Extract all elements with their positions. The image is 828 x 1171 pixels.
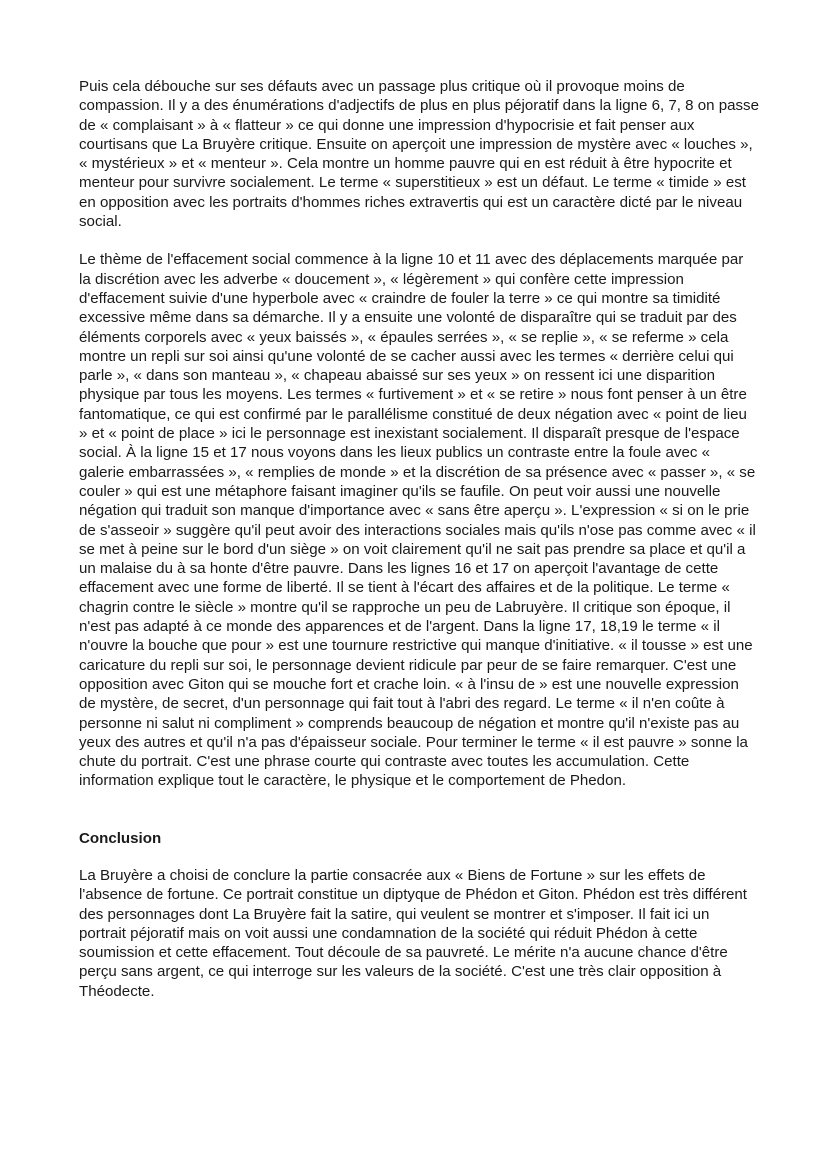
- paragraph-social-effacement: Le thème de l'effacement social commence à la ligne 10 et 11 avec des déplacements marquée par la discrétion avec les adverbe « doucement », « légèrement » qui confère cette impression d'effacement suivie d'une hyperbole avec « craindre de fouler la terre » ce qui montre sa timidité excessive même dans sa démarche. Il y a ensuite une volonté de disparaître qui se traduit par des éléments corporels avec « yeux baissés », « épaules serrées », « se replie », « se referme » cela montre un repli sur soi ainsi qu'une volonté de se cacher aussi avec les termes « derrière celui qui parle », « dans son manteau », « chapeau abaissé sur ses yeux » on ressent ici une disparition physique par tous les moyens. Les termes « furtivement » et « se retire » nous font penser à un être fantomatique, ce qui est confirmé par le parallélisme constitué de deux négation avec « point de lieu » et « point de place » ici le personnage est inexistant socialement. Il disparaît presque de l'espace social. À la ligne 15 et 17 nous voyons dans les lieux publics un contraste entre la foule avec « galerie embarrassées », « remplies de monde » et la discrétion de sa présence avec « passer », « se couler » qui est une métaphore faisant imaginer qu'ils se faufile. On peut voir aussi une nouvelle négation qui traduit son manque d'importance avec « sans être aperçu ». L'expression « si on le prie de s'asseoir » suggère qu'il peut avoir des interactions sociales mais qu'ils n'ose pas comme avec « il se met à peine sur le bord d'un siège » on voit clairement qu'il ne sait pas prendre sa place et qu'il a un malaise du à sa honte d'être pauvre. Dans les lignes 16 et 17 on aperçoit l'avantage de cette effacement avec une forme de liberté. Il se tient à l'écart des affaires et de la politique. Le terme « chagrin contre le siècle » montre qu'il se rapproche un peu de Labruyère. Il critique son époque, il n'est pas adapté à ce monde des apparences et de l'argent. Dans la ligne 17, 18,19 le terme « il n'ouvre la bouche que pour » est une tournure restrictive qui manque d'initiative. « il tousse » est une caricature du repli sur soi, le personnage devient ridicule par peur de se faire remarquer. C'est une opposition avec Giton qui se mouche fort et crache loin. « à l'insu de » est une nouvelle expression de mystère, de secret, d'un personnage qui fait tout à l'abri des regard. Le terme « il n'en coûte à personne ni salut ni compliment » comprends beaucoup de négation et montre qu'il n'existe pas au yeux des autres et qu'il n'a pas d'épaisseur sociale. Pour terminer le terme « il est pauvre » sonne la chute du portrait. C'est une phrase courte qui contraste avec toutes les accumulation. Cette information explique tout le caractère, le physique et le comportement de Phedon.: [79, 251, 756, 790]
- document-page: [79, 77, 759, 1001]
- paragraph-conclusion: La Bruyère a choisi de conclure la partie consacrée aux « Biens de Fortune » sur les effets de l'absence de fortune. Ce portrait constitue un diptyque de Phédon et Giton. Phédon est très différent des personnages dont La Bruyère fait la satire, qui veulent se montrer et s'imposer. Il fait ici un portrait péjoratif mais on voit aussi une condamnation de la société qui réduit Phédon à cette soumission et cette effacement. Tout découle de sa pauvreté. Le mérite n'a aucune chance d'être perçu sans argent, ce qui interroge sur les valeurs de la société. C'est une très clair opposition à Théodecte.: [79, 866, 748, 1000]
- paragraph-flaws: Puis cela débouche sur ses défauts avec un passage plus critique où il provoque moins de compassion. Il y a des énumérations d'adjectifs de plus en plus péjoratif dans la ligne 6, 7, 8 on passe de « complaisant » à « flatteur » ce qui donne une impression d'hypocrisie et fait penser aux courtisans que La Bruyère critique. Ensuite on aperçoit une impression de mystère avec « louches », « mystérieux » et « menteur ». Cela montre un homme pauvre qui en est réduit à être hypocrite et menteur pour survivre socialement. Le terme « superstitieux » est un défaut. Le terme « timide » est en opposition avec les portraits d'hommes riches extravertis qui est un caractère dicté par le niveau social.: [79, 78, 759, 231]
- conclusion-heading: Conclusion: [79, 829, 162, 847]
